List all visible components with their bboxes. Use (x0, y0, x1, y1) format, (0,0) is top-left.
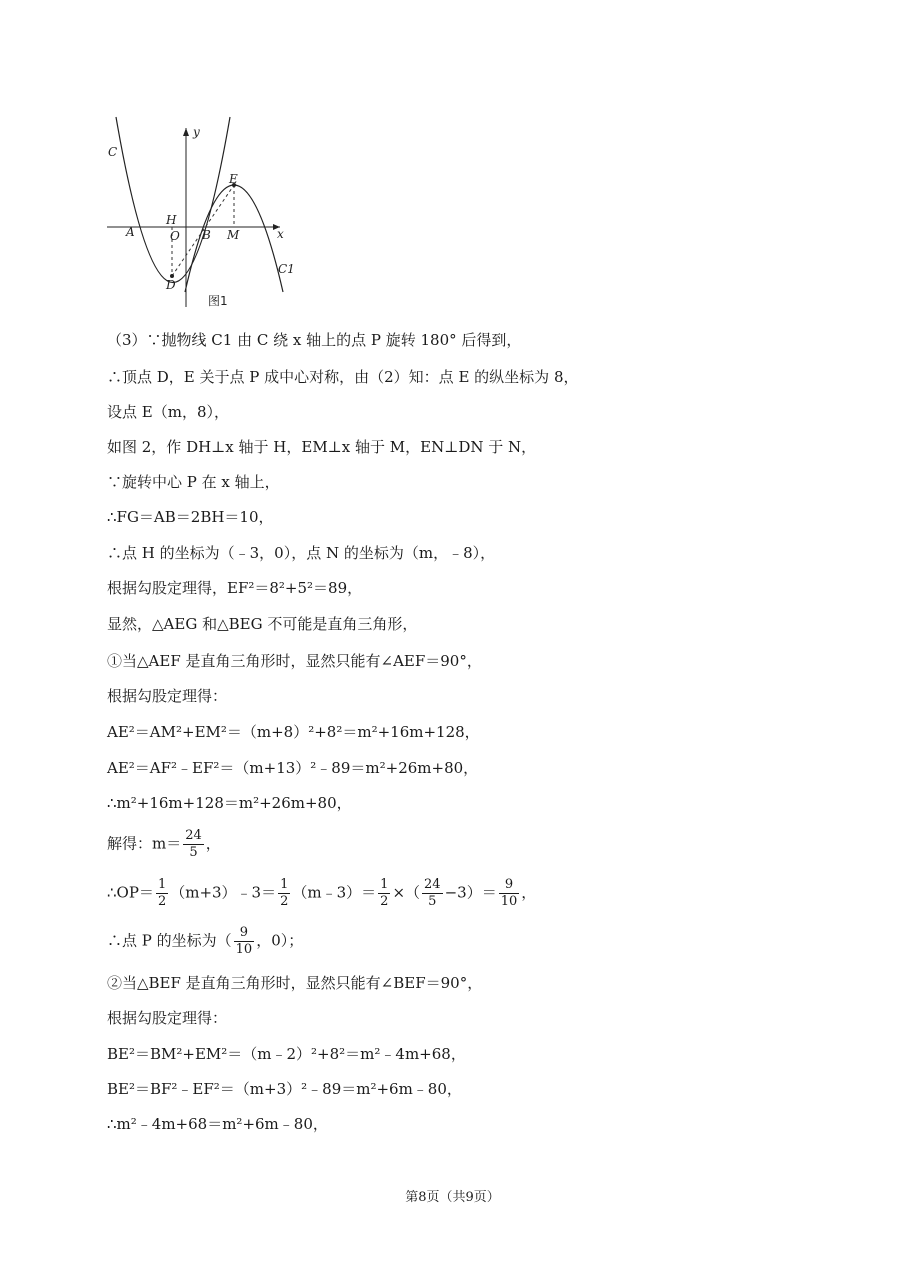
solution-line: BE²＝BF²﹣EF²＝（m+3）²﹣89＝m²+6m﹣80， (107, 1080, 462, 1098)
label-y: y (193, 125, 200, 139)
solution-line: ∴m²+16m+128＝m²+26m+80， (107, 794, 352, 812)
solve-line: 解得：m＝ $\frac{24}{5}$ ， (107, 828, 221, 860)
page-footer: 第8页（共9页） (405, 1190, 500, 1205)
solution-line: ∴点 H 的坐标为（﹣3，0），点 N 的坐标为（m，﹣8）， (107, 544, 496, 562)
solution-line: AE²＝AF²﹣EF²＝（m+13）²﹣89＝m²+26m+80， (107, 759, 479, 777)
label-c1: C1 (278, 262, 295, 276)
label-x: x (277, 227, 284, 241)
solution-line: ∴FG＝AB＝2BH＝10， (107, 508, 274, 526)
label-e: E (229, 172, 238, 186)
label-o: O (170, 229, 180, 243)
solution-line: ∴m²﹣4m+68＝m²+6m﹣80， (107, 1115, 328, 1133)
p-coordinate-line: ∴点 P 的坐标为（ $\frac{9}{10}$ ，0）； (107, 925, 304, 957)
solution-line: 如图 2，作 DH⊥x 轴于 H，EM⊥x 轴于 M，EN⊥DN 于 N， (107, 438, 537, 456)
solution-line: 根据勾股定理得： (107, 1009, 228, 1027)
solution-line: （3）∵抛物线 C1 由 C 绕 x 轴上的点 P 旋转 180° 后得到， (107, 331, 522, 349)
y-axis-arrow (183, 128, 189, 136)
solution-line: ∴顶点 D，E 关于点 P 成中心对称，由（2）知：点 E 的纵坐标为 8， (107, 368, 579, 386)
solution-line: AE²＝AM²+EM²＝（m+8）²+8²＝m²+16m+128， (107, 723, 480, 741)
label-a: A (126, 225, 135, 239)
parabola-figure (100, 112, 300, 312)
solution-line: 根据勾股定理得，EF²＝8²+5²＝89， (107, 579, 363, 597)
label-b: B (202, 228, 211, 242)
label-h: H (166, 213, 177, 227)
figure-caption: 图1 (208, 294, 228, 308)
solution-line: 根据勾股定理得： (107, 687, 228, 705)
solution-line: ①当△AEF 是直角三角形时，显然只能有∠AEF＝90°， (107, 652, 482, 670)
solution-line: ∵旋转中心 P 在 x 轴上， (107, 473, 280, 491)
solution-line: 显然，△AEG 和△BEG 不可能是直角三角形， (107, 615, 418, 633)
solution-line: ②当△BEF 是直角三角形时，显然只能有∠BEF＝90°， (107, 974, 483, 992)
label-d: D (166, 278, 176, 292)
op-line: ∴OP＝ $\frac{1}{2}$ （m+3）﹣3＝ $\frac{1}{2}$ （m﹣3）＝ $\frac{1}{2}$ ×（ $\frac{24}{5}$ −3）＝ $\frac{9}{10}$ ， (107, 877, 537, 909)
label-m: M (227, 228, 240, 242)
label-c: C (108, 145, 118, 159)
parabola-c (116, 117, 230, 283)
solution-line: 设点 E（m，8）， (107, 403, 229, 421)
solution-line: BE²＝BM²+EM²＝（m﹣2）²+8²＝m²﹣4m+68， (107, 1045, 466, 1063)
